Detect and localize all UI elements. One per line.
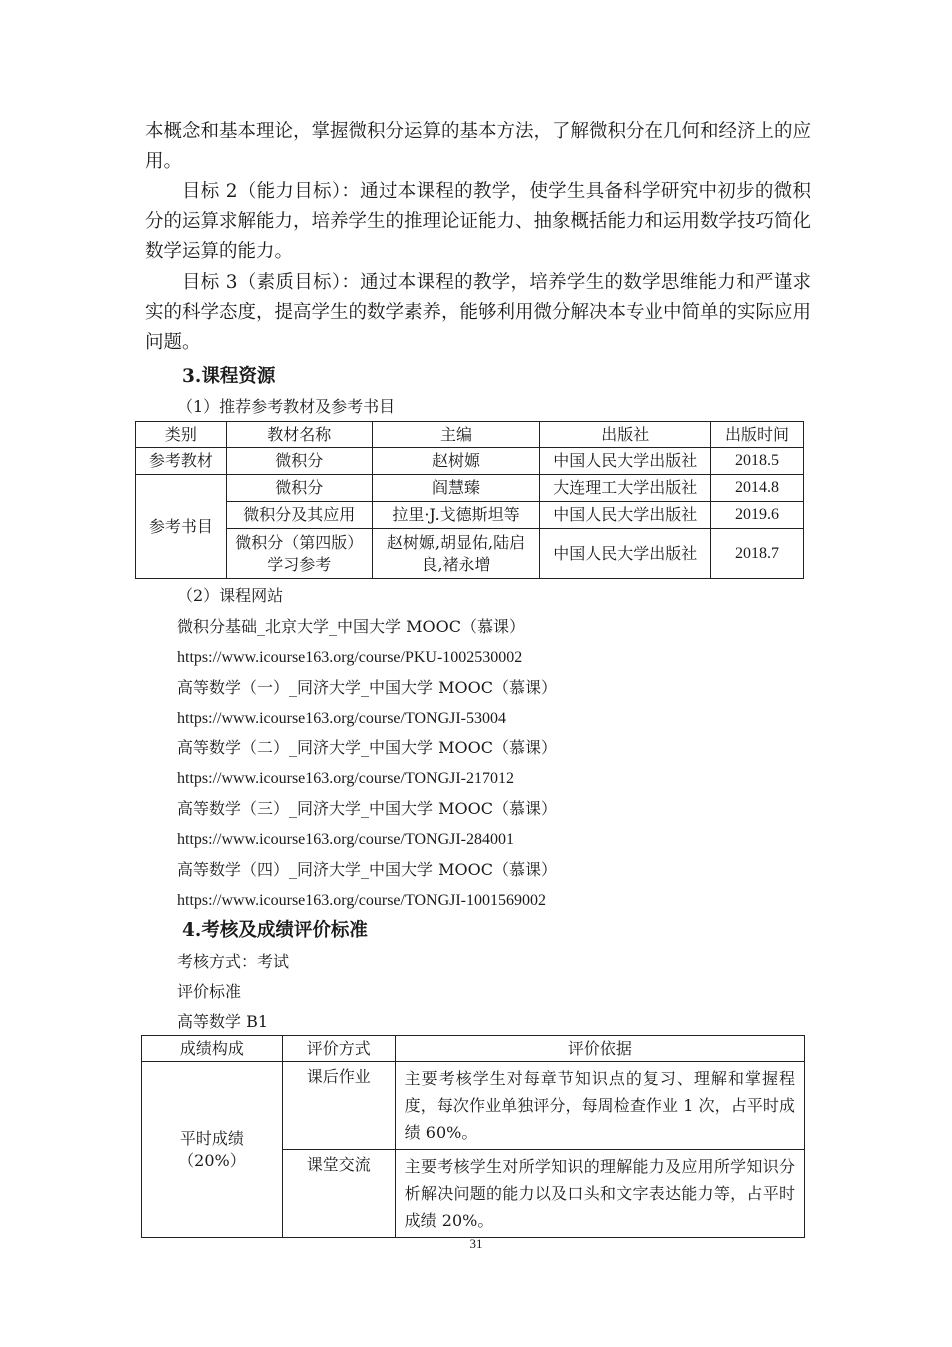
year-cell: 2018.7	[711, 529, 804, 579]
website-url-link[interactable]: https://www.icourse163.org/course/TONGJI-284001	[177, 831, 514, 848]
table-row	[136, 502, 804, 529]
website-title: 高等数学（三）_同济大学_中国大学 MOOC（慕课）	[177, 799, 557, 818]
header-publisher: 出版社	[540, 422, 711, 448]
website-url-link[interactable]: https://www.icourse163.org/course/TONGJI-1001569002	[177, 892, 546, 909]
criteria-label: 评价标准	[177, 982, 242, 1001]
component-percentage: （20%）	[178, 1150, 246, 1170]
title-cell: 微积分（第四版）学习参考	[226, 529, 372, 579]
basis-cell: 主要考核学生对每章节知识点的复习、理解和掌握程度，每次作业单独评分，每周检查作业 1 次，占平时成绩 60%。	[395, 1062, 804, 1150]
website-title: 高等数学（一）_同济大学_中国大学 MOOC（慕课）	[177, 678, 557, 697]
page-number: 31	[469, 1236, 483, 1251]
textbook-table	[135, 421, 804, 579]
component-cell	[142, 1062, 283, 1238]
section-3-heading: 3.课程资源	[182, 366, 276, 387]
basis-cell: 主要考核学生对所学知识的理解能力及应用所学知识分析解决问题的能力以及口头和文字表达能力等，占平时成绩 20%。	[395, 1150, 804, 1238]
title-cell: 微积分	[226, 448, 372, 475]
website-url-link[interactable]: https://www.icourse163.org/course/TONGJI-217012	[177, 770, 514, 787]
title-cell: 微积分及其应用	[226, 502, 372, 529]
table-header-row	[142, 1036, 805, 1062]
publisher-cell: 中国人民大学出版社	[540, 529, 711, 579]
table-header-row	[136, 422, 804, 448]
year-cell: 2018.5	[711, 448, 804, 475]
header-editor: 主编	[372, 422, 540, 448]
paragraph-objective-3: 目标 3（素质目标）：通过本课程的教学，培养学生的数学思维能力和严谨求实的科学态度，提高学生的数学素养，能够利用微分解决本专业中简单的实际应用问题。	[145, 272, 812, 353]
year-cell: 2014.8	[711, 475, 804, 502]
year-cell: 2019.6	[711, 502, 804, 529]
method-cell: 课后作业	[282, 1062, 395, 1150]
editor-cell: 阎慧臻	[372, 475, 540, 502]
assessment-method: 考核方式：考试	[177, 952, 290, 971]
website-url-link[interactable]: https://www.icourse163.org/course/PKU-1002530002	[177, 649, 523, 666]
title-cell: 微积分	[226, 475, 372, 502]
table-row	[136, 529, 804, 579]
section-4-heading: 4.考核及成绩评价标准	[182, 920, 368, 941]
method-cell: 课堂交流	[282, 1150, 395, 1238]
editor-cell: 赵树嫄	[372, 448, 540, 475]
grading-table	[141, 1035, 805, 1238]
publisher-cell: 大连理工大学出版社	[540, 475, 711, 502]
paragraph-objective-1-cont: 本概念和基本理论，掌握微积分运算的基本方法，了解微积分在几何和经济上的应用。	[145, 121, 812, 172]
table-row	[142, 1062, 805, 1150]
header-year: 出版时间	[711, 422, 804, 448]
header-title: 教材名称	[226, 422, 372, 448]
table-row	[136, 475, 804, 502]
header-category: 类别	[136, 422, 227, 448]
table-row	[136, 448, 804, 475]
publisher-cell: 中国人民大学出版社	[540, 448, 711, 475]
website-title: 高等数学（二）_同济大学_中国大学 MOOC（慕课）	[177, 738, 557, 757]
website-title: 微积分基础_北京大学_中国大学 MOOC（慕课）	[177, 617, 525, 636]
header-basis: 评价依据	[395, 1036, 804, 1062]
header-method: 评价方式	[282, 1036, 395, 1062]
publisher-cell: 中国人民大学出版社	[540, 502, 711, 529]
header-component: 成绩构成	[142, 1036, 283, 1062]
paragraph-objective-2: 目标 2（能力目标）：通过本课程的教学，使学生具备科学研究中初步的微积分的运算求解能力，培养学生的推理论证能力、抽象概括能力和运用数学技巧简化数学运算的能力。	[145, 181, 812, 262]
editor-cell: 拉里·J.戈德斯坦等	[372, 502, 540, 529]
subheading-textbooks: （1）推荐参考教材及参考书目	[177, 397, 396, 416]
website-title: 高等数学（四）_同济大学_中国大学 MOOC（慕课）	[177, 860, 557, 879]
category-cell: 参考教材	[136, 448, 227, 475]
category-cell: 参考书目	[136, 475, 227, 579]
component-label: 平时成绩	[179, 1128, 244, 1148]
course-name: 高等数学 B1	[177, 1012, 269, 1031]
subheading-websites: （2）课程网站	[177, 586, 284, 605]
editor-cell: 赵树嫄,胡显佑,陆启良,褚永增	[372, 529, 540, 579]
website-url-link[interactable]: https://www.icourse163.org/course/TONGJI-53004	[177, 710, 506, 727]
